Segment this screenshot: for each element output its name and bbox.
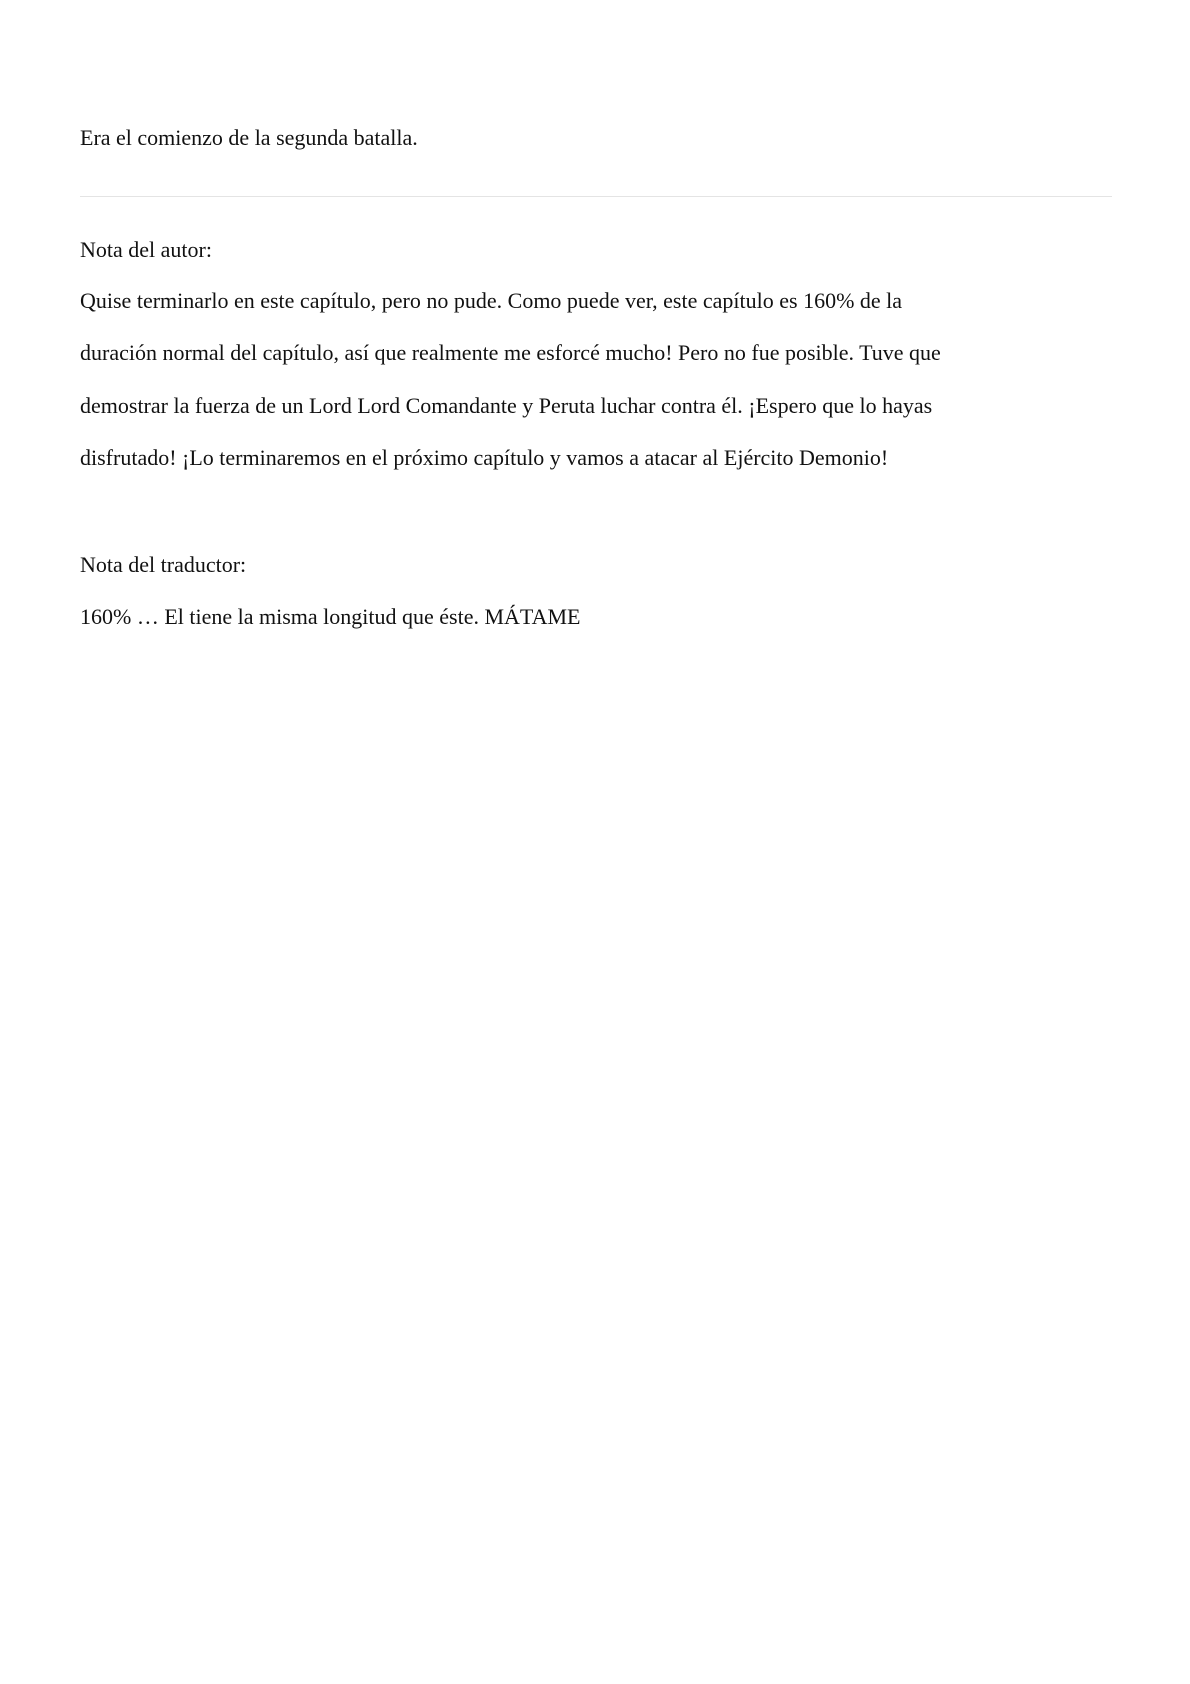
author-note-line: demostrar la fuerza de un Lord Lord Comandante y Peruta luchar contra él. ¡Espero que lo hayas [80, 393, 933, 418]
author-note-line: duración normal del capítulo, así que realmente me esforcé mucho! Pero no fue posible. Tuve que [80, 340, 941, 365]
translator-note-heading: Nota del traductor: [80, 552, 247, 577]
author-note-line: disfrutado! ¡Lo terminaremos en el próximo capítulo y vamos a atacar al Ejército Demonio! [80, 445, 889, 470]
author-note-heading: Nota del autor: [80, 237, 212, 262]
author-note-line: Quise terminarlo en este capítulo, pero no pude. Como puede ver, este capítulo es 160% de la [80, 288, 903, 313]
translator-note-text: 160% … El tiene la misma longitud que éste. MÁTAME [80, 604, 581, 629]
closing-line: Era el comienzo de la segunda batalla. [80, 125, 418, 150]
section-divider [80, 196, 1112, 197]
